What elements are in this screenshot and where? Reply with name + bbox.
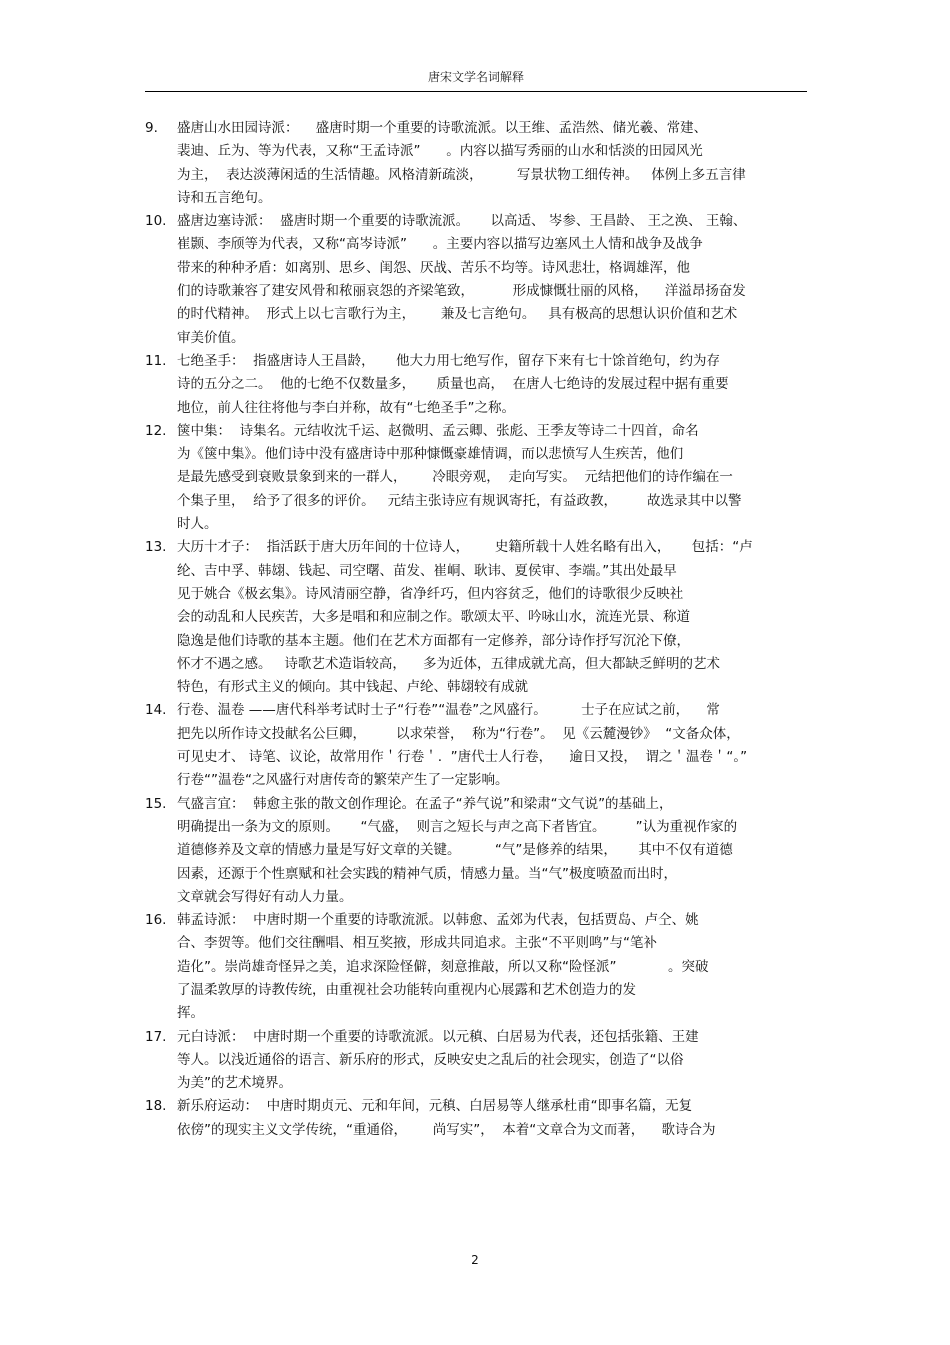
entry-text-line: 为主， 表达淡薄闲适的生活情趣。风格清新疏淡， 写景状物工细传神。 体例上多五言律 xyxy=(177,166,746,183)
entry-number: 14. xyxy=(145,702,167,719)
entry-text-line: 为美”的艺术境界。 xyxy=(177,1075,292,1092)
entry-number: 17. xyxy=(145,1028,167,1045)
entry-text-line: 文章就会写得好有动人力量。 xyxy=(177,888,353,905)
entry-text-line: 为《箧中集》。他们诗中没有盛唐诗中那种慷慨豪雄情调，而以悲愤写人生疾苦，他们 xyxy=(177,446,684,463)
page-header-title: 唐宋文学名词解释 xyxy=(427,70,524,84)
entry-text-line: 的时代精神。 形式上以七言歌行为主， 兼及七言绝句。 具有极高的思想认识价值和艺术 xyxy=(177,306,738,323)
entry-text-line: 隐逸是他们诗歌的基本主题。他们在艺术方面都有一定修养，部分诗作抒写沉沦下僚， xyxy=(177,632,690,649)
entry-number: 15. xyxy=(145,795,167,812)
entry-text-line: 会的动乱和人民疾苦，大多是唱和和应制之作。歌颂太平、吟咏山水，流连光景、称道 xyxy=(177,609,690,626)
entry-text-line: 明确提出一条为文的原则。 “气盛， 则言之短长与声之高下者皆宜。 ”认为重视作家的 xyxy=(177,818,738,835)
entry-text-line: 新乐府运动： 中唐时期贞元、元和年间，元稹、白居易等人继承杜甫“即事名篇，无复 xyxy=(177,1098,693,1115)
entry-text-line: 气盛言宜： 韩愈主张的散文创作理论。在孟子“养气说”和梁肃“文气说”的基础上， xyxy=(177,795,673,812)
entry-text-line: 七绝圣手： 指盛唐诗人王昌龄， 他大力用七绝写作，留存下来有七十馀首绝句，约为存 xyxy=(177,352,721,369)
entry-text-line: 合、李贺等。他们交往酬唱、相互奖掖，形成共同追求。主张“不平则鸣”与“笔补 xyxy=(177,935,657,952)
glossary-entry xyxy=(145,350,809,420)
entry-text-line: 因素，还源于个性禀赋和社会实践的精神气质，情感力量。当“气”极度喷盈而出时， xyxy=(177,865,677,882)
glossary-entry xyxy=(145,699,809,792)
entry-text-line: 是最先感受到衰败景象到来的一群人， 冷眼旁观， 走向写实。 元结把他们的诗作编在一 xyxy=(177,469,733,486)
entry-text-line: 等人。以浅近通俗的语言、新乐府的形式，反映安史之乱后的社会现实，创造了“以俗 xyxy=(177,1051,684,1068)
glossary-entries xyxy=(145,117,809,1142)
entry-text-line: 盛唐边塞诗派： 盛唐时期一个重要的诗歌流派。 以高适、 岑参、王昌龄、 王之涣、 王翰、 xyxy=(177,213,747,230)
entry-number: 12. xyxy=(145,422,167,439)
entry-text-line: 个集子里， 给予了很多的评价。 元结主张诗应有规讽寄托，有益政教， 故选录其中以警 xyxy=(177,492,742,509)
entry-number: 13. xyxy=(145,539,167,556)
entry-text-line: 带来的种种矛盾：如离别、思乡、闺怨、厌战、苦乐不均等。诗风悲壮，格调雄浑，他 xyxy=(177,259,690,276)
glossary-entry xyxy=(145,536,809,699)
glossary-entry xyxy=(145,420,809,536)
entry-text-line: 地位，前人往往将他与李白并称，故有“七绝圣手”之称。 xyxy=(177,399,515,416)
glossary-entry xyxy=(145,1026,809,1096)
entry-text-line: 怀才不遇之感。 诗歌艺术造诣较高， 多为近体，五律成就尤高，但大都缺乏鲜明的艺术 xyxy=(177,655,721,672)
glossary-entry xyxy=(145,1095,809,1142)
entry-text-line: 崔颢、李颀等为代表，又称“高岑诗派” 。主要内容以描写边塞风土人情和战争及战争 xyxy=(177,236,703,253)
entry-number: 16. xyxy=(145,912,167,929)
entry-text-line: 依傍”的现实主义文学传统，“重通俗， 尚写实”， 本着“文章合为文而著， 歌诗合为 xyxy=(177,1121,716,1138)
entry-text-line: 可见史才、 诗笔、议论，故常用作＇行卷＇. ”唐代士人行卷， 逾日又投， 谓之＇温卷＇“。” xyxy=(177,749,748,766)
entry-number: 9. xyxy=(145,120,158,136)
entry-text-line: 行卷、温卷 ——唐代科举考试时士子“行卷”“温卷”之风盛行。 士子在应试之前， 常 xyxy=(177,702,720,719)
entry-text-line: 了温柔敦厚的诗教传统，由重视社会功能转向重视内心展露和艺术创造力的发 xyxy=(177,981,636,998)
entry-text-line: 大历十才子： 指活跃于唐大历年间的十位诗人， 史籍所载十人姓名略有出入， 包括：“卢 xyxy=(177,539,753,556)
entry-number: 11. xyxy=(145,352,167,369)
entry-number: 10. xyxy=(145,213,167,230)
header-rule xyxy=(145,91,807,92)
entry-text-line: 韩孟诗派： 中唐时期一个重要的诗歌流派。以韩愈、孟郊为代表，包括贾岛、卢仝、姚 xyxy=(177,912,699,929)
entry-text-line: 见于姚合《极玄集》。诗风清丽空静，省净纤巧，但内容贫乏，他们的诗歌很少反映社 xyxy=(177,585,684,602)
entry-text-line: 造化”。崇尚雄奇怪异之美，追求深险怪僻，刻意推敲，所以又称“险怪派” 。突破 xyxy=(177,958,709,975)
glossary-entry xyxy=(145,793,809,909)
entry-text-line: 审美价值。 xyxy=(177,329,245,346)
entry-number: 18. xyxy=(145,1098,167,1115)
entry-text-line: 行卷“”温卷“之风盛行对唐传奇的繁荣产生了一定影响。 xyxy=(177,772,509,789)
entry-text-line: 时人。 xyxy=(177,516,218,533)
entry-text-line: 道德修养及文章的情感力量是写好文章的关键。 “气”是修养的结果， 其中不仅有道德 xyxy=(177,842,733,859)
glossary-entry xyxy=(145,117,809,210)
entry-text-line: 挥。 xyxy=(177,1005,204,1022)
entry-text-line: 特色，有形式主义的倾向。其中钱起、卢纶、韩翃较有成就 xyxy=(177,679,528,696)
entry-text-line: 箧中集： 诗集名。元结收沈千运、赵微明、孟云卿、张彪、王季友等诗二十四首，命名 xyxy=(177,422,699,439)
entry-text-line: 元白诗派： 中唐时期一个重要的诗歌流派。以元稹、白居易为代表，还包括张籍、王建 xyxy=(177,1028,699,1045)
entry-text-line: 裴迪、丘为、等为代表，又称“王孟诗派” 。内容以描写秀丽的山水和恬淡的田园风光 xyxy=(177,143,703,160)
glossary-entry xyxy=(145,909,809,1025)
page-number: 2 xyxy=(471,1253,479,1267)
entry-text-line: 诗和五言绝句。 xyxy=(177,189,272,206)
entry-text-line: 们的诗歌兼容了建安风骨和秾丽哀怨的齐梁笔致， 形成慷慨壮丽的风格， 洋溢昂扬奋发 xyxy=(177,283,746,300)
entry-text-line: 盛唐山水田园诗派： 盛唐时期一个重要的诗歌流派。以王维、孟浩然、储光羲、常建、 xyxy=(177,120,708,136)
entry-text-line: 诗的五分之二。 他的七绝不仅数量多， 质量也高， 在唐人七绝诗的发展过程中据有重要 xyxy=(177,376,729,393)
entry-text-line: 纶、吉中孚、韩翃、钱起、司空曙、苗发、崔峒、耿讳、夏侯审、李端。”其出处最早 xyxy=(177,562,677,579)
entry-text-line: 把先以所作诗文投献名公巨卿， 以求荣誉， 称为“行卷”。 见《云麓漫钞》 “文备众体， xyxy=(177,725,740,742)
glossary-entry xyxy=(145,210,809,350)
